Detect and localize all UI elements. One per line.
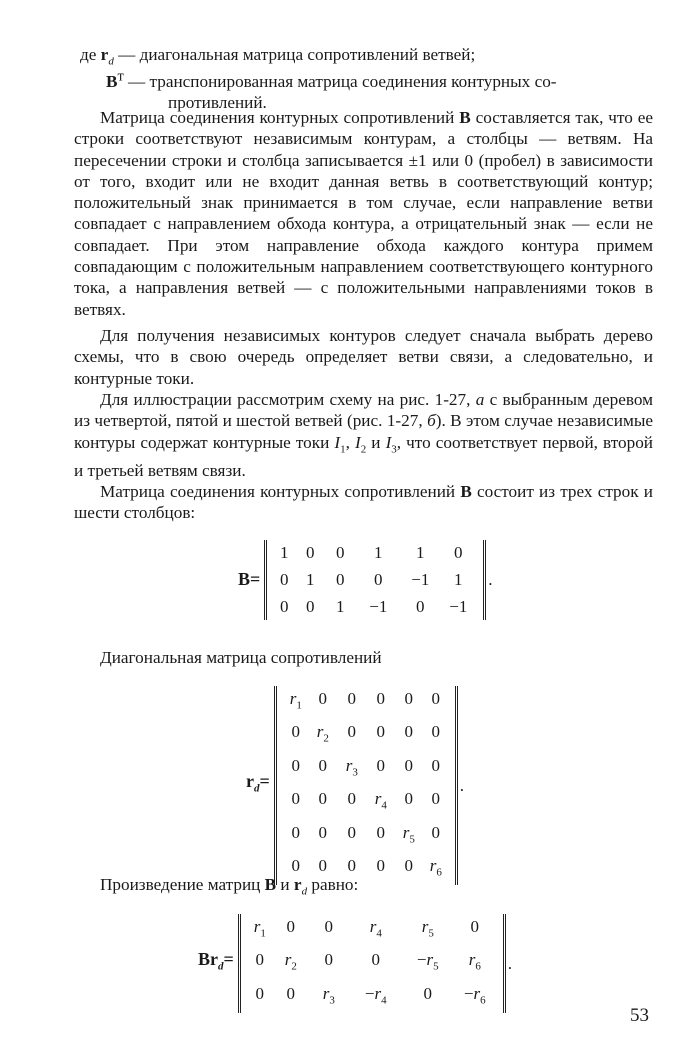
matrix-rd-cell: $r_5$: [402, 822, 415, 845]
matrix-b-cell: 0: [454, 543, 463, 562]
matrix-brd-cell: 0: [423, 983, 433, 1003]
matrix-b-cell: 0: [306, 597, 315, 616]
matrix-b-cell: 1: [416, 543, 425, 562]
matrix-b-equation: [238, 540, 493, 620]
body-text-3: [74, 389, 653, 482]
matrix-rd-cell: $r_4$: [374, 789, 387, 812]
matrix-rd-cell: 0: [404, 722, 414, 742]
caption-product: Произведение матриц B и $r_d$ равно:: [100, 875, 359, 898]
matrix-rd-cell: 0: [347, 722, 357, 742]
matrix-rd-cell: 0: [431, 755, 441, 775]
matrix-rd-cell: 0: [318, 755, 328, 775]
matrix-rd-cell: 0: [376, 855, 386, 875]
matrix-b-cell: 0: [336, 570, 345, 589]
matrix-rd-cell: 0: [318, 789, 328, 809]
matrix-brd-cell: $-r_4$: [364, 983, 387, 1007]
matrix-rd-cell: 0: [291, 855, 301, 875]
definition-rd-line: де $r_d$ — диагональная матрица сопротивлений ветвей;: [80, 45, 476, 68]
matrix-rd-cell: 0: [404, 755, 414, 775]
matrix-b-cell: 0: [306, 543, 315, 562]
matrix-rd-cell: 0: [347, 822, 357, 842]
matrix-rd-cell: 0: [431, 689, 441, 708]
paragraph-3: Для иллюстрации рассмотрим схему на рис. 1-27, а с выбранным деревом из четвертой, пятой и шестой ветвей (рис. 1-27, б). В этом случае независимые контуры содержат контурные токи $I_1$, $I_2$ и $I_3$, что соответствует первой, второй и третьей ветвям связи.: [74, 390, 653, 481]
matrix-brd-label: $Br_d=$: [198, 949, 234, 973]
matrix-brd-cell: 0: [255, 983, 265, 1003]
matrix-rd-cell: 0: [404, 789, 414, 809]
matrix-rd-cell: 0: [318, 855, 328, 875]
matrix-brd-cell: 0: [324, 917, 334, 936]
body-text-4: [74, 481, 653, 524]
matrix-b-cell: 0: [374, 570, 383, 589]
matrix-rd-period: .: [459, 776, 465, 796]
matrix-rd-cell: 0: [404, 855, 414, 875]
matrix-b-cell: 0: [336, 543, 345, 562]
paragraph-2: Для получения независимых контуров следует сначала выбрать дерево схемы, что в свою очередь определяет ветви связи, а следовательно, и контурные токи.: [74, 326, 653, 388]
body-text-2: [74, 325, 653, 389]
matrix-brd-cell: 0: [371, 950, 381, 970]
page-number: 53: [630, 1005, 649, 1026]
matrix-rd-cell: $r_1$: [289, 689, 302, 712]
matrix-brd-cell: $r_4$: [369, 917, 382, 940]
matrix-rd-cell: 0: [376, 722, 386, 742]
matrix-rd-cell: 0: [318, 689, 328, 708]
paragraph-4: Матрица соединения контурных сопротивлений B состоит из трех строк и шести столбцов:: [74, 482, 653, 523]
matrix-b-cell: −1: [449, 597, 468, 616]
matrix-brd-cell: $r_5$: [421, 917, 434, 940]
matrix-brd-cell: $r_6$: [468, 950, 481, 973]
matrix-rd-cell: 0: [404, 689, 414, 708]
matrix-rd-cell: 0: [291, 722, 301, 742]
matrix-rd-cell: $r_2$: [316, 722, 329, 745]
matrix-brd-cell: $r_1$: [253, 917, 266, 940]
matrix-rd-grid: [274, 686, 458, 885]
paragraph-1: Матрица соединения контурных сопротивлений B составляется так, что ее строки соответствуют независимым контурам, а столбцы — ветвям. На пересечении строки и столбца записывается ±1 или 0 (пробел) в зависимости от того, входит или не входит данная ветвь в соответствующий контур; положительный знак принимается в том случае, если направление ветви совпадает с направлением обхода контура, а отрицательный знак — если не совпадает. При этом направление обхода каждого контура примем совпадающим с положительным направлением соответствующего контурного тока, а направления ветвей — с положительными направлениями токов в ветвях.: [74, 108, 653, 319]
matrix-b-cell: 0: [280, 597, 289, 616]
matrix-rd-cell: $r_3$: [345, 755, 358, 779]
matrix-rd-cell: 0: [376, 755, 386, 775]
matrix-rd-cell: 0: [347, 689, 357, 708]
matrix-rd-cell: 0: [376, 822, 386, 842]
matrix-rd-cell: 0: [347, 789, 357, 809]
matrix-b-period: .: [488, 570, 493, 590]
matrix-b-cell: 1: [454, 570, 463, 589]
matrix-brd-cell: $-r_6$: [463, 983, 486, 1007]
matrix-brd-cell: 0: [286, 983, 296, 1003]
matrix-b-grid: [264, 540, 486, 620]
matrix-rd-cell: 0: [431, 789, 441, 809]
matrix-b-cell: 0: [416, 597, 425, 616]
matrix-b-cell: 0: [280, 570, 289, 589]
matrix-b-cell: 1: [280, 543, 289, 562]
definition-bt-line: $B^т$ — транспонированная матрица соединения контурных со- противлений.: [106, 68, 557, 113]
matrix-b-cell: −1: [411, 570, 430, 589]
matrix-rd-cell: 0: [291, 789, 301, 809]
matrix-brd-cell: $-r_5$: [416, 950, 439, 973]
matrix-brd-cell: $r_2$: [284, 950, 297, 973]
body-text: [74, 107, 653, 320]
matrix-brd-cell: 0: [286, 917, 296, 936]
matrix-brd-cell: $r_3$: [322, 983, 335, 1007]
matrix-rd-cell: 0: [431, 722, 441, 742]
matrix-b-cell: −1: [369, 597, 388, 616]
matrix-b-cell: 1: [374, 543, 383, 562]
matrix-b-label: B=: [238, 569, 261, 590]
matrix-rd-cell: 0: [291, 822, 301, 842]
matrix-rd-equation: [246, 686, 464, 885]
matrix-rd-cell: 0: [318, 822, 328, 842]
matrix-rd-cell: 0: [376, 689, 386, 708]
caption-rd: Диагональная матрица сопротивлений: [100, 648, 382, 667]
matrix-b-cell: 1: [306, 570, 315, 589]
matrix-brd-equation: [198, 914, 512, 1013]
matrix-brd-cell: 0: [324, 950, 334, 970]
matrix-brd-cell: 0: [255, 950, 265, 970]
matrix-rd-cell: 0: [347, 855, 357, 875]
matrix-rd-cell: 0: [291, 755, 301, 775]
matrix-brd-period: .: [507, 953, 513, 973]
matrix-rd-label: $r_d=$: [246, 771, 270, 795]
matrix-brd-cell: 0: [470, 917, 480, 936]
matrix-b-cell: 1: [336, 597, 345, 616]
matrix-rd-cell: $r_6$: [429, 855, 442, 879]
matrix-rd-cell: 0: [431, 822, 441, 842]
matrix-brd-grid: [238, 914, 506, 1013]
